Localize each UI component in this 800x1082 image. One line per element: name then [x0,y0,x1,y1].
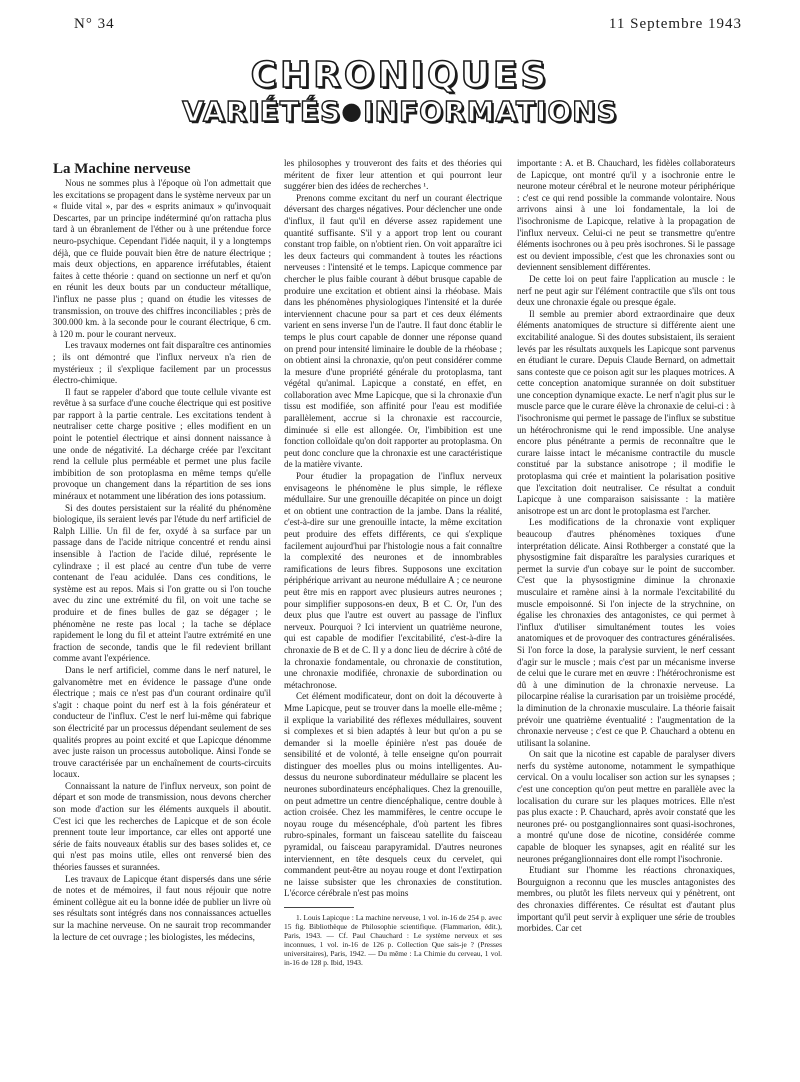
footnote-divider [284,907,354,908]
paragraph: On sait que la nicotine est capable de paralyser divers nerfs du système autonome, notamment le sympathique cervical. On a voulu localiser son action sur les synapses ; c'est une conception qu'on peut mettre en parallèle avec la localisation du curare sur les plaques motrices. Elle n'est pas plus exacte : P. Chauchard, après avoir constaté que les neurones pré- ou postganglionnaires sont quasi-isochrones, a montré qu'une dose de nicotine, considérée comme capable de bloquer les synapses, agit en réalité sur les neurones préganglionnaires dont elle rompt l'isochronie. [517,749,735,864]
footnote: 1. Louis Lapicque : La machine nerveuse, 1 vol. in-16 de 254 p. avec 15 fig. Bibliothèque de Philosophie scientifique. (Flammarion, édit.), Paris, 1943. — Cf. Paul Chauchard : Le système nerveux et ses inconnues, 1 vol. in-16 de 126 p. Collection Que sais-je ? (Presses universitaires), Paris, 1942. — Du même : La Chimie du cerveau, 1 vol. in-16 de 128 p. Ibid, 1943. [284,913,502,967]
paragraph: Dans le nerf artificiel, comme dans le nerf naturel, le galvanomètre met en évidence le passage d'une onde électrique ; mais ce n'est pas d'un courant ordinaire qu'il s'agit : chaque point du nerf est à la fois générateur et conducteur de l'influx. C'est le nerf lui-même qui fabrique son électricité par un processus dépendant seulement de ses qualités propres au point excité et que Lapicque dénomme avec juste raison un processus autobolique. Ainsi l'onde se trouve caractérisée par un enchaînement de courts-circuits locaux. [53,664,271,780]
masthead-informations: INFORMATIONS [363,95,618,128]
paragraph: Si des doutes persistaient sur la réalité du phénomène biologique, ils seraient levés par l'étude du nerf artificiel de Ralph Lillie. Un fil de fer, oxydé à sa surface par un passage dans de l'acide nitrique concentré et rendu ainsi insensible à l'action de l'acide dilué, représente le cylindraxe ; il est placé au centre d'un tube de verre contenant de l'eau acidulée. Dans ces conditions, le système est au repos. Mais si l'on gratte ou si l'on touche avec du zinc une extrémité du fil, on voit une tache se produire et de fines bulles de gaz se dégager ; le phénomène ne reste pas local ; la tache se déplace rapidement le long du fil et atteint l'autre extrémité en une fraction de seconde, tandis que le fil redevient brillant comme avant l'expérience. [53,502,271,664]
issue-number: N° 34 [74,16,115,32]
paragraph: Les travaux modernes ont fait disparaître ces antinomies ; ils ont démontré que l'influx nerveux n'a rien de mystérieux ; il s'explique facilement par un processus électro-chimique. [53,340,272,386]
paragraph: De cette loi on peut faire l'application au muscle : le nerf ne peut agir sur l'élément contractile que s'ils ont tous deux une chronaxie égale ou presque égale. [517,273,735,308]
paragraph: Connaissant la nature de l'influx nerveux, son point de départ et son mode de transmission, nous devons chercher son mode d'action sur les éléments auxquels il aboutit. C'est ici que les recherches de Lapicque et de son école prennent toute leur importance, car elles ont apporté une série de faits nouveaux établis sur des bases solides et, ce qui n'est pas moins utile, elles ont renversé bien des théories fausses et surannées. [53,780,271,873]
paragraph: importante : A. et B. Chauchard, les fidèles collaborateurs de Lapicque, ont montré qu'il y a isochronie entre le neurone moteur cérébral et le neurone moteur périphérique : c'est ce qui rend possible la commande volontaire. Nous arrivons ainsi à une loi fondamentale, la loi de l'isochronisme de Lapicque, relative à la propagation de l'influx nerveux. Celui-ci ne peut se transmettre qu'entre éléments isochrones ou à peu près isochrones. Si le passage est ou devient impossible, c'est que les chronaxies sont ou deviennent sensiblement différentes. [517,158,735,273]
masthead-varietes: VARIÉTÉS [182,95,342,128]
paragraph: Nous ne sommes plus à l'époque où l'on admettait que les excitations se propagent dans le système nerveux par un « fluide vital », par des « esprits animaux » qu'invoquait Descartes, par un principe indéterminé qu'on rattacha plus tard à un ébranlement de l'éther ou à une prétendue force neuro-psychique. Cependant l'idée naquit, il y a longtemps déjà, que ce fluide pouvait bien être de nature électrique ; mais deux objections, en apparence irréfutables, étaient faites à cette théorie : quand on sectionne un nerf et qu'on en réunit les deux bouts par un conducteur métallique, l'influx ne passe plus ; quand on étudie les vitesses de transmission, on trouve des chiffres inconciliables ; près de 300.000 km. à la seconde pour le courant électrique, 6 cm. à 120 m. pour le courant nerveux. [53,178,271,339]
paragraph: les philosophes y trouveront des faits et des théories qui méritent de fixer leur attention et qui pourront leur suggérer bien des idées de recherches ¹. [284,158,502,192]
paragraph: Prenons comme excitant du nerf un courant électrique déversant des charges négatives. Pour déclencher une onde d'influx, il faut qu'il en déverse assez rapidement une quantité suffisante. S'il y a apport trop lent ou courant constant trop faible, on n'obtient rien. On voit apparaître ici les deux facteurs qui commandent à toutes les réactions nerveuses : l'intensité et le temps. Lapicque commence par chercher le plus faible courant à début brusque capable de produire une excitation et obtient ainsi la rhéobase. Mais dans les phénomènes physiologiques l'intensité et la durée interviennent chacune pour sa part et ces deux éléments varient en sens inverse l'un de l'autre. Il faut donc établir le temps le plus court capable de donner une réponse quand on prend pour intensité liminaire le double de la rhéobase ; on obtient ainsi la chronaxie, qu'on peut considérer comme la mesure d'une propriété générale du protoplasma, tant végétal qu'animal. Lapicque a constaté, en effet, en collaboration avec Mme Lapicque, que si la chronaxie d'un tissu est modifiée, son affinité pour l'eau est modifiée parallèlement, accrue si la chronaxie est raccourcie, diminuée si elle est allongée. Or, l'imbibition est une fonction colloïdale qu'on doit rapporter au protoplasma. On peut donc conclure que la chronaxie est une caractéristique de la matière vivante. [284,192,502,470]
masthead-chroniques: CHRONIQUES [250,55,550,96]
paragraph: Il semble au premier abord extraordinaire que deux éléments anatomiques de structure si différente aient une excitabilité analogue. Si des doutes subsistaient, ils seraient levés par les résultats auxquels les Lapicque sont parvenus en étudiant le curare. Depuis Claude Bernard, on admettait sans conteste que ce poison agit sur les plaques motrices. A cette conception anatomique surannée on doit substituer une conception dynamique exacte. Le nerf n'agit plus sur le muscle parce que le curare élève la chronaxie de celui-ci : à l'isochronisme qui permet le passage de l'influx se substitue un hétérochronisme qui le rend impossible. Une analyse encore plus pénétrante a permis de reconnaître que le curare laisse intact le mécanisme contractile du muscle constitué par la substance anisotrope ; il modifie le protoplasma qui crée et maintient la polarisation positive que l'excitation doit neutraliser. Ce résultat a conduit Lapicque à une comparaison saisissante : la matière anisotrope est un arc dont le protoplasma est l'archer. [517,308,735,516]
masthead-subtitle [0,95,800,128]
paragraph: Cet élément modificateur, dont on doit la découverte à Mme Lapicque, peut se trouver dans la moelle elle-même ; il explique la variabilité des réflexes médullaires, souvent si complexes et si bien adaptés à leur but qu'on a pu se demander si la moelle épinière n'est pas douée de sensibilité et de volonté, à telle enseigne qu'on pourrait distinguer des moelles plus ou moins intelligentes. Au-dessus du neurone subordinateur médullaire se placent les neurones subordinateurs encéphaliques. Chez la grenouille, on peut admettre un centre diencéphalique, centre double à action croisée. Chez les mammifères, le centre occupe le noyau rouge du mésencéphale, d'où partent les fibres rubro-spinales, formant un faisceau satellite du faisceau pyramidal, ou faisceau parapyramidal. D'autres neurones interviennent, en tête desquels ceux du cervelet, qui commandent peut-être au noyau rouge et dont l'extirpation ne laisse subsister que les chronaxies de constitution. L'écorce cérébrale n'est pas moins [284,691,502,899]
paragraph: Il faut se rappeler d'abord que toute cellule vivante est revêtue à sa surface d'une couche électrique qui est positive par rapport à la partie centrale. Les excitations tendent à neutraliser cette charge positive ; elles modifient en un point le potentiel électrique et ainsi donnent naissance à une onde de négativité. La décharge créée par l'excitant rend la cellule plus perméable et permet une plus facile imbibition de son protoplasma en même temps qu'elle provoque un changement dans la répartition de ses ions minéraux et notamment une libération des ions potassium. [53,386,271,502]
column-1 [53,160,271,943]
article-title: La Machine nerveuse [53,161,191,177]
bullet-dot-icon: ● [341,97,364,125]
paragraph: Les modifications de la chronaxie vont expliquer beaucoup d'autres phénomènes toxiques d'une interprétation délicate. Ainsi Rothberger a constaté que la physostigmine fait disparaître les paralysies curariques et permet la survie d'un cobaye sur le point de succomber. C'est que la physostigmine diminue la chronaxie musculaire et ramène ainsi à la normale l'excitabilité du muscle empoisonné. Si l'on injecte de la strychnine, on égalise les chronaxies des antagonistes, ce qui permet à l'influx d'utiliser simultanément toutes les voies anatomiques et de provoquer des contractures généralisées. Si l'on force la dose, la paralysie survient, le nerf cessant d'agir sur le muscle ; mais c'est par un mécanisme inverse de celui que le curare met en œuvre : l'hétérochronisme est dû à une diminution de la chronaxie nerveuse. La pilocarpine réalise la curarisation par un troisième procédé, la diminution de la chronaxie musculaire. La théorie faisait prévoir une quatrième éventualité : l'augmentation de la chronaxie nerveuse ; c'est ce que P. Chauchard a obtenu en utilisant la solanine. [517,517,735,748]
paragraph: Pour étudier la propagation de l'influx nerveux envisageons le phénomène le plus simple, le réflexe médullaire. Sur une grenouille décapitée on pince un doigt et on obtient une contraction de la jambe. Dans la réalité, c'est-à-dire sur une grenouille intacte, la même excitation peut produire des effets différents, ce qui s'explique facilement aujourd'hui par l'histologie nous a fait connaître la complexité des neurones et de innombrables ramifications de leurs fibres. Supposons une excitation périphérique arrivant au neurone médullaire A ; ce neurone peut être mis en rapport avec plusieurs autres neurones ; pour simplifier supposons-en deux, B et C. Or, l'un des deux plus que l'autre est ouvert au passage de l'influx nerveux. Pourquoi ? Ici intervient un quatrième neurone, qui est capable de modifier l'excitabilité, c'est-à-dire la chronaxie de B et de C. Il y a donc lieu de décrire à côté de la chronaxie fondamentale, ou chronaxie de constitution, une chronaxie modifiée, chronaxie de subordination ou métachronose. [284,471,502,690]
column-3 [517,158,735,935]
issue-date: 11 Septembre 1943 [608,16,742,32]
column-2 [284,158,502,967]
paragraph: Etudiant sur l'homme les réactions chronaxiques, Bourguignon a reconnu que les muscles antagonistes des membres, ou plutôt les filets nerveux qui y pénètrent, ont des chronaxies différentes. Ce résultat est d'autant plus important qu'il peut servir à expliquer une série de troubles morbides. Car cet [517,865,735,934]
paragraph: Les travaux de Lapicque étant dispersés dans une série de notes et de mémoires, il faut nous réjouir que notre éminent collègue ait eu la bonne idée de publier un livre où ses résultats sont intégrés dans nos connaissances actuelles sur la machine nerveuse. On ne saurait trop recommander la lecture de cet ouvrage ; les biologistes, les médecins, [53,873,271,942]
